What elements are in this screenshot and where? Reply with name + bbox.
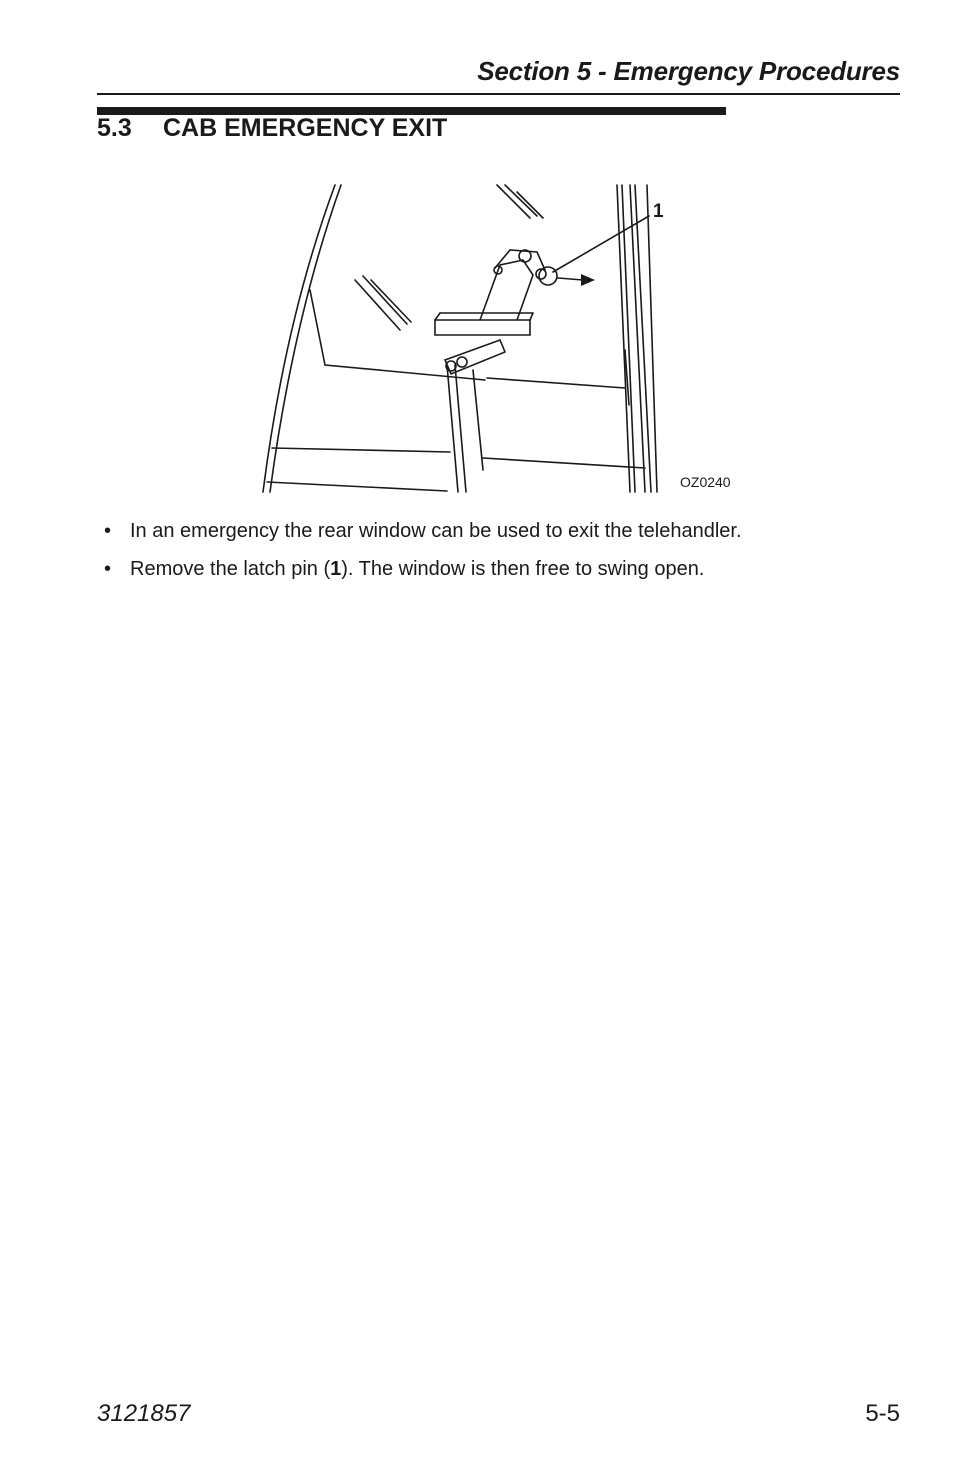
section-number: 5.3 [97,114,132,142]
instruction-text-2-post: ). The window is then free to swing open. [341,558,705,580]
figure-callout-number: 1 [653,201,664,222]
cab-exit-figure [255,180,745,495]
figure-code: OZ0240 [680,474,731,490]
document-number: 3121857 [97,1400,191,1427]
arrow-head-icon [581,274,595,286]
instruction-text-2-pre: Remove the latch pin ( [130,558,331,580]
section-heading [97,114,447,143]
instruction-list [104,519,742,595]
list-item [104,557,742,581]
section-heading-title: CAB EMERGENCY EXIT [163,114,448,142]
page-number: 5-5 [865,1400,900,1427]
window-latch-illustration [255,180,745,495]
header-rule-thin [97,93,900,95]
list-item [104,519,742,543]
bullet-icon: • [104,520,112,542]
bullet-icon: • [104,558,112,580]
section-title: Section 5 - Emergency Procedures [477,56,900,86]
instruction-text-1: In an emergency the rear window can be used to exit the telehandler. [130,520,742,542]
instruction-text-2-ref: 1 [330,558,342,580]
